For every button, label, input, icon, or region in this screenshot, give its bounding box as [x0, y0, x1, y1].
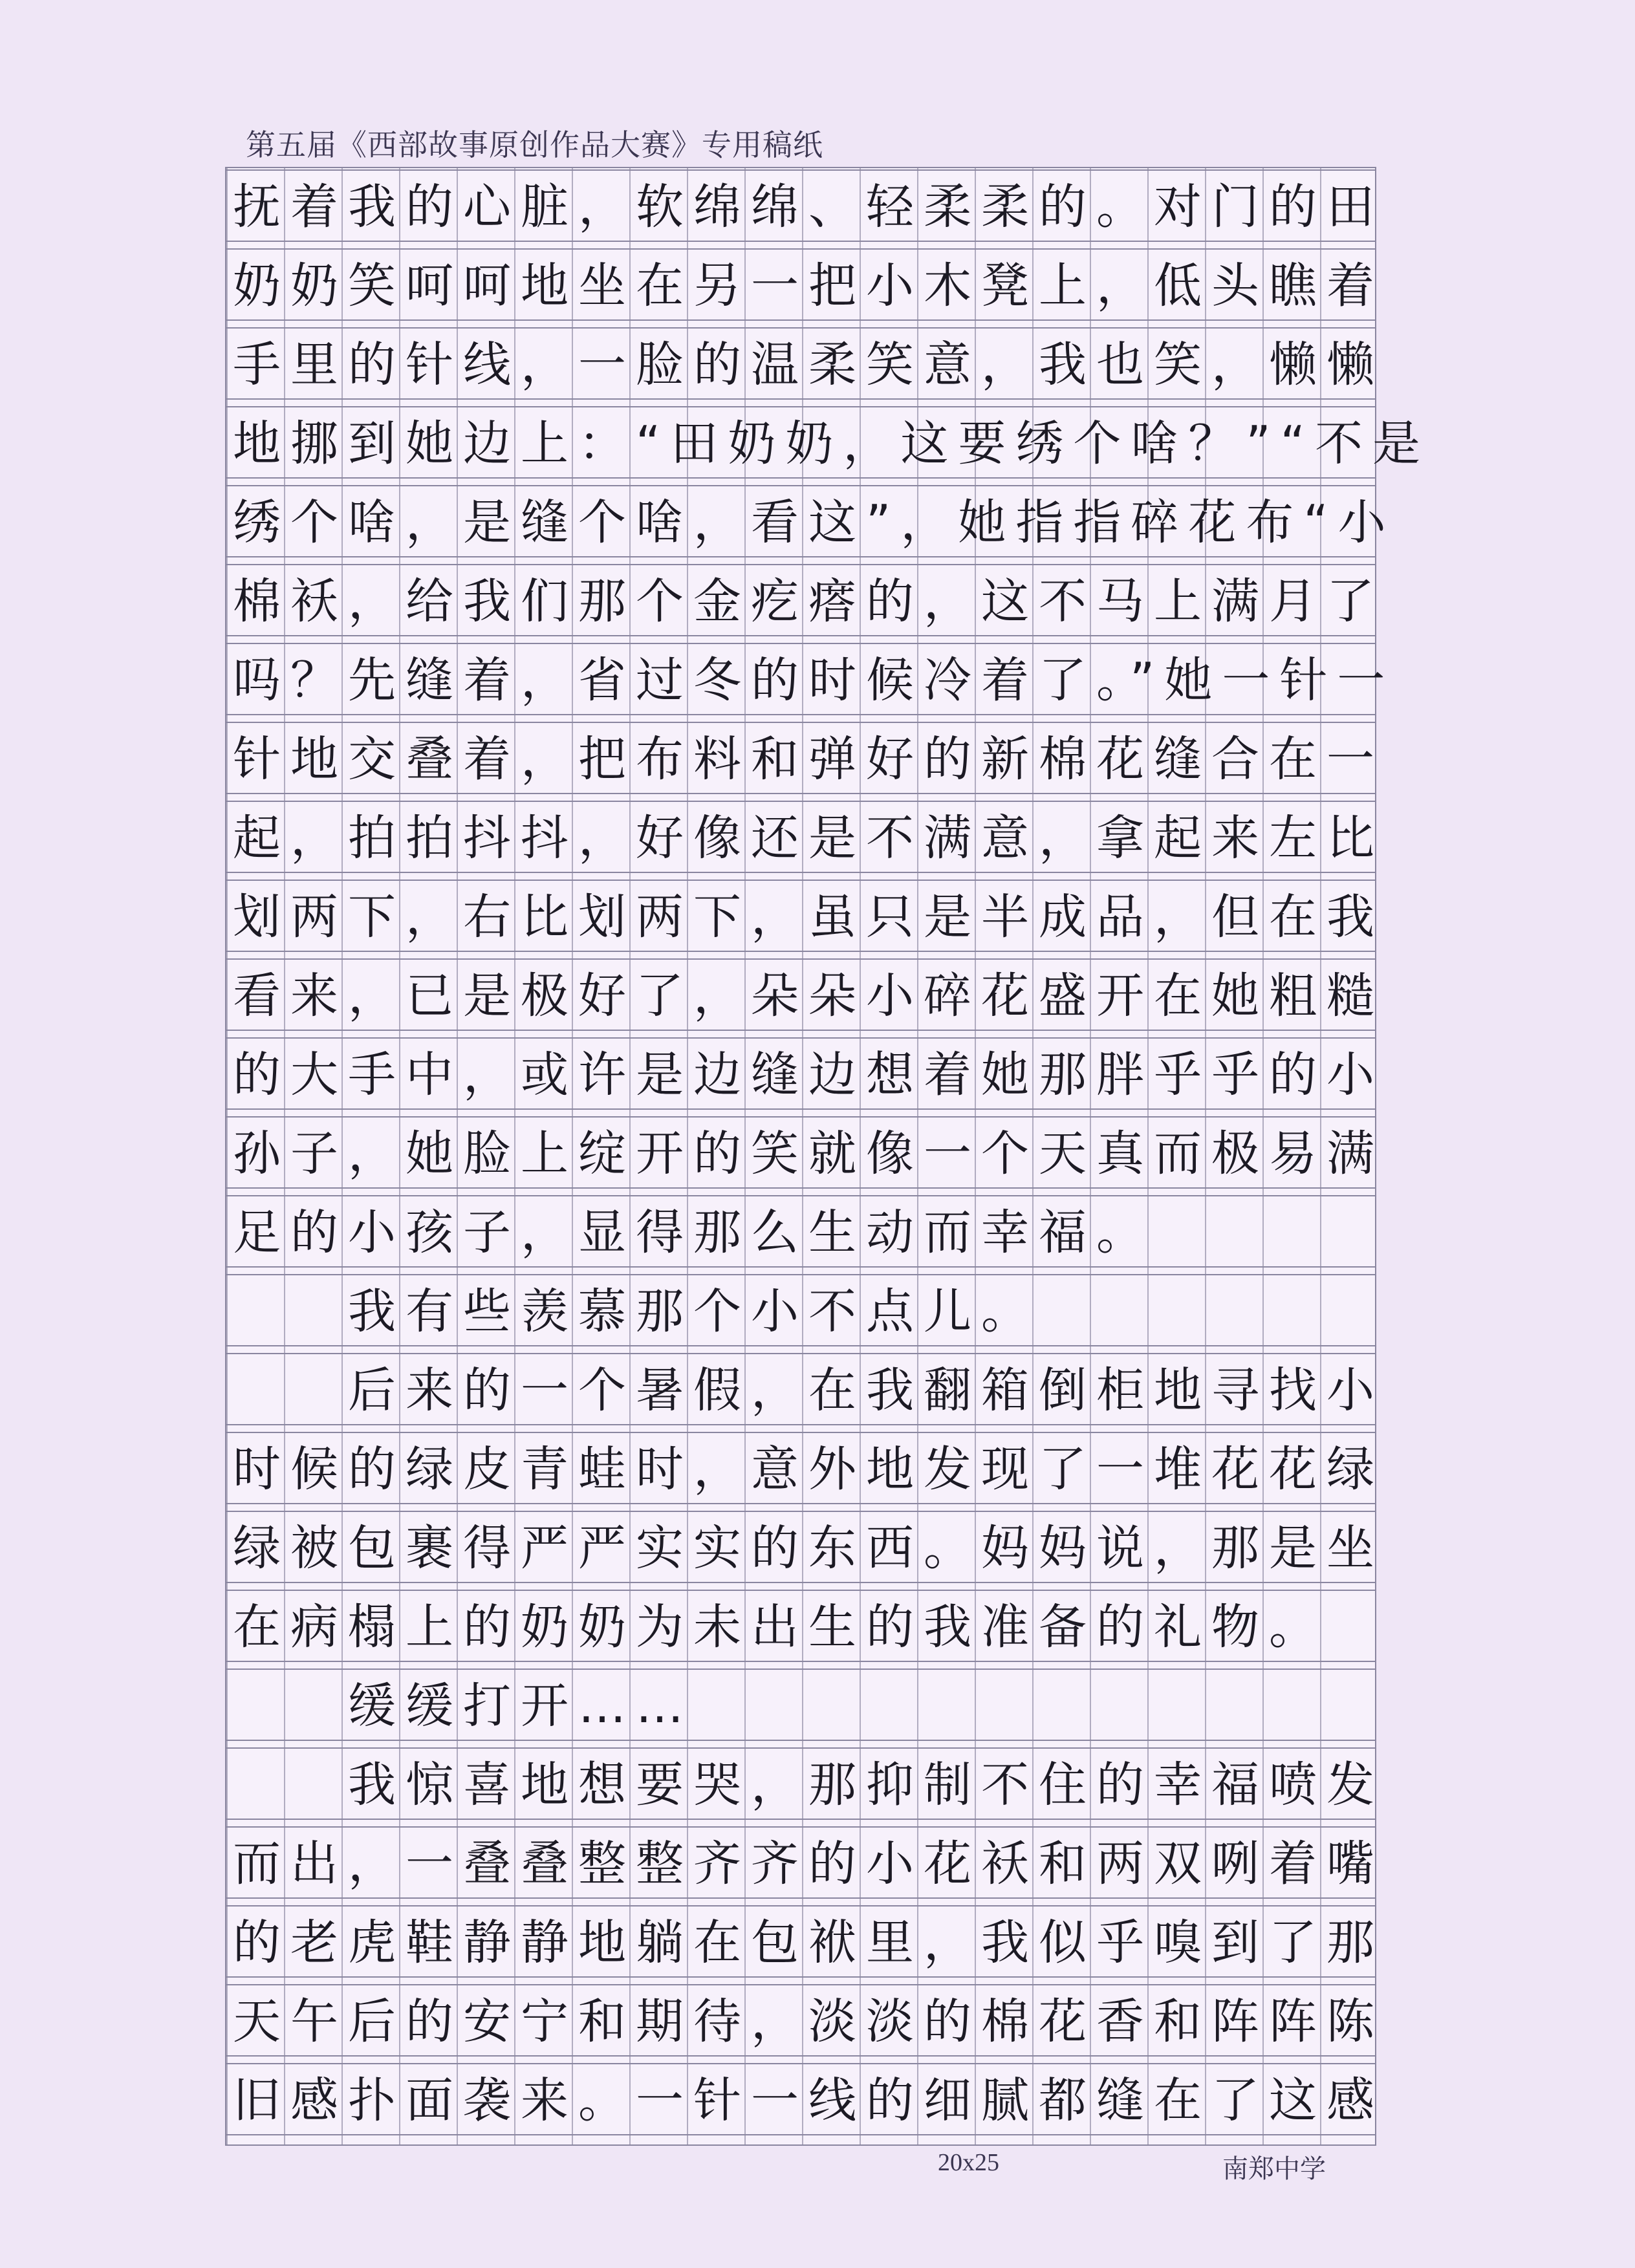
- handwritten-line: 看来，已是极好了，朵朵小碎花盛开在她粗糙: [233, 968, 1384, 1024]
- handwritten-line: 划两下，右比划两下，虽只是半成品，但在我: [233, 889, 1384, 945]
- manuscript-row: [226, 169, 1384, 242]
- manuscript-row: [226, 1747, 1384, 1820]
- handwritten-line: 我有些羡慕那个小不点儿。: [233, 1284, 1039, 1339]
- handwritten-line: 而出，一叠叠整整齐齐的小花袄和两双咧着嘴: [233, 1836, 1384, 1892]
- handwritten-line: 奶奶笑呵呵地坐在另一把小木凳上，低头瞧着: [233, 258, 1384, 314]
- manuscript-row: [226, 1511, 1384, 1583]
- manuscript-row: [226, 1984, 1384, 2057]
- handwritten-line: 天午后的安宁和期待，淡淡的棉花香和阵阵陈: [233, 1994, 1384, 2049]
- handwritten-line: 我惊喜地想要哭，那抑制不住的幸福喷发: [233, 1757, 1384, 1813]
- handwritten-line: 孙子，她脸上绽开的笑就像一个天真而极易满: [233, 1126, 1384, 1182]
- manuscript-row: [226, 248, 1384, 321]
- manuscript-row: [226, 1669, 1375, 1741]
- manuscript-row: [226, 485, 1396, 557]
- manuscript-row: [226, 406, 1431, 479]
- manuscript-row: [226, 1195, 1375, 1268]
- handwritten-line: 绿被包裹得严严实实的东西。妈妈说，那是坐: [233, 1520, 1384, 1576]
- manuscript-row: [226, 1826, 1384, 1899]
- manuscript-row: [226, 1905, 1384, 1978]
- manuscript-row: [226, 880, 1384, 952]
- manuscript-row: [226, 1432, 1384, 1504]
- manuscript-row: [226, 958, 1384, 1031]
- manuscript-row: [226, 1116, 1384, 1189]
- handwritten-line: 针地交叠着，把布料和弹好的新棉花缝合在一: [233, 731, 1384, 787]
- handwritten-line: 缓缓打开……: [233, 1678, 693, 1734]
- manuscript-grid: [225, 167, 1431, 2146]
- manuscript-row: [226, 801, 1384, 873]
- handwritten-line: 绣个啥，是缝个啥，看这”，她指指碎花布“小: [233, 495, 1396, 550]
- manuscript-row: [226, 2063, 1384, 2135]
- handwritten-line: 足的小孩子，显得那么生动而幸福。: [233, 1205, 1154, 1260]
- handwritten-line: 时候的绿皮青蛙时，意外地发现了一堆花花绿: [233, 1442, 1384, 1497]
- manuscript-row: [226, 1590, 1375, 1662]
- handwritten-line: 抚着我的心脏，软绵绵、轻柔柔的。对门的田: [233, 179, 1384, 235]
- manuscript-row: [226, 1353, 1384, 1425]
- manuscript-row: [226, 564, 1384, 636]
- handwritten-line: 吗？先缝着，省过冬的时候冷着了。”她一针一: [233, 653, 1395, 708]
- grid-size-label: 20x25: [938, 2149, 999, 2176]
- handwritten-line: 后来的一个暑假，在我翻箱倒柜地寻找小: [233, 1363, 1384, 1418]
- handwritten-line: 地挪到她边上：“田奶奶，这要绣个啥？”“不是: [233, 416, 1431, 471]
- paper-header-title: 第五届《西部故事原创作品大赛》专用稿纸: [246, 127, 823, 162]
- manuscript-row: [226, 1037, 1384, 1110]
- school-name: 南郑中学: [1222, 2154, 1326, 2184]
- manuscript-row: [226, 327, 1384, 400]
- handwritten-line: 的大手中，或许是边缝边想着她那胖乎乎的小: [233, 1047, 1384, 1103]
- handwritten-line: 旧感扑面袭来。一针一线的细腻都缝在了这感: [233, 2073, 1384, 2128]
- handwritten-line: 起，拍拍抖抖，好像还是不满意，拿起来左比: [233, 810, 1384, 866]
- handwritten-line: 的老虎鞋静静地躺在包袱里，我似乎嗅到了那: [233, 1915, 1384, 1971]
- handwritten-line: 在病榻上的奶奶为未出生的我准备的礼物。: [233, 1599, 1326, 1655]
- handwritten-line: 手里的针线，一脸的温柔笑意，我也笑，懒懒: [233, 337, 1384, 393]
- manuscript-row: [226, 643, 1395, 715]
- handwritten-line: 棉袄，给我们那个金疙瘩的，这不马上满月了: [233, 574, 1384, 629]
- manuscript-row: [226, 722, 1384, 794]
- manuscript-row: [226, 1274, 1375, 1346]
